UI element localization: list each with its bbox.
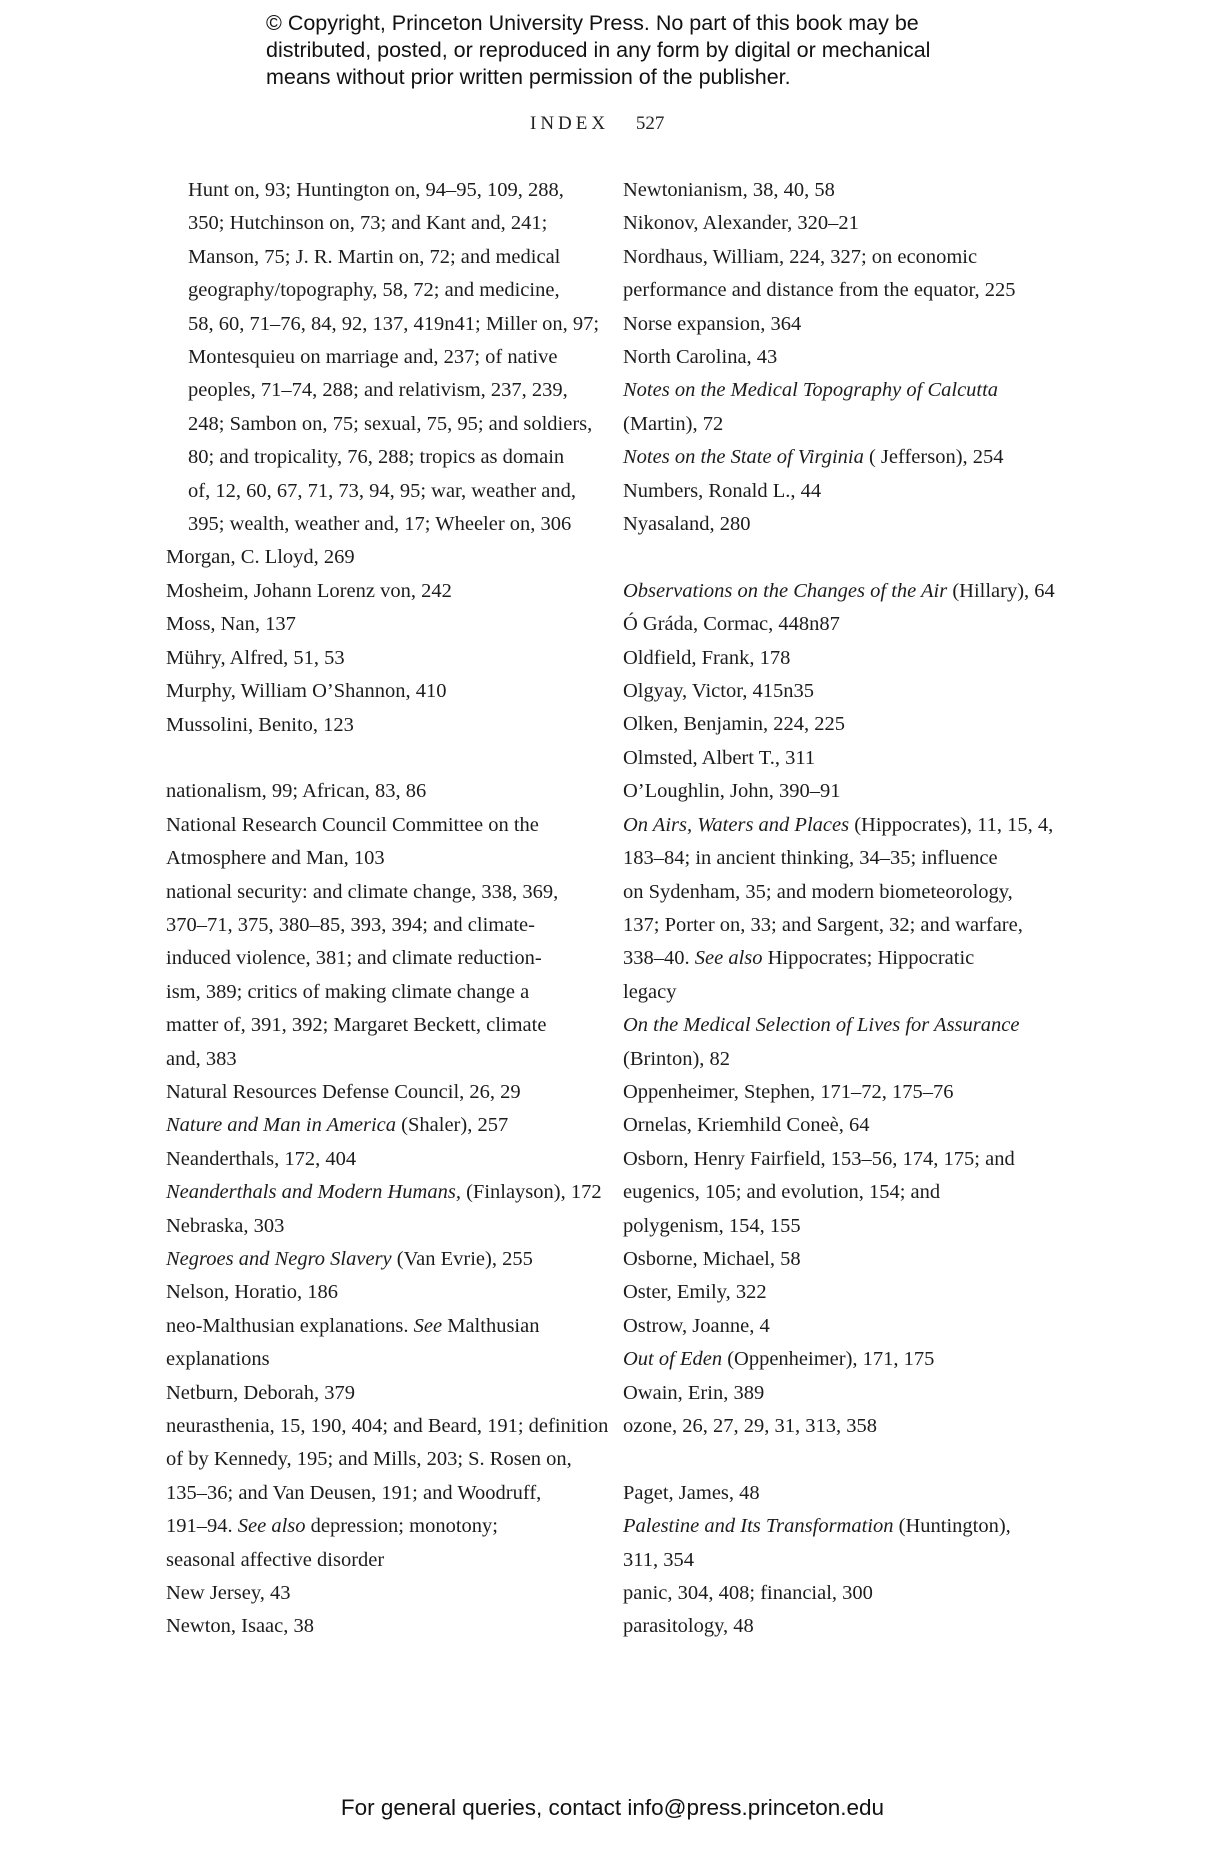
entry-text: 248; Sambon on, 75; sexual, 75, 95; and soldiers,: [188, 412, 593, 435]
index-entry-line: [166, 842, 586, 875]
copyright-notice: [266, 10, 1026, 91]
letter-group-gap: [623, 541, 1055, 574]
entry-text: 58, 60, 71–76, 84, 92, 137, 419n41; Miller on, 97;: [188, 312, 600, 335]
index-entry-line: [623, 1343, 1055, 1376]
index-entry: [623, 1109, 1055, 1142]
index-entry: [166, 1210, 586, 1243]
entry-text: Nordhaus, William, 224, 327; on economic: [623, 245, 978, 268]
index-entry: [623, 241, 1055, 308]
entry-text: Paget, James, 48: [623, 1481, 760, 1504]
entry-text: national security: and climate change, 338, 369,: [166, 880, 559, 903]
entry-text: (Finlayson), 172: [460, 1181, 602, 1204]
index-column-right: [623, 174, 1055, 1644]
entry-text: New Jersey, 43: [166, 1582, 291, 1605]
entry-text: of, 12, 60, 67, 71, 73, 94, 95; war, weather and,: [188, 479, 577, 502]
entry-text: on Sydenham, 35; and modern biometeorology,: [623, 880, 1013, 903]
index-entry-line: [166, 1510, 586, 1543]
index-entry-line: [166, 876, 586, 909]
index-entry: [623, 1477, 1055, 1510]
index-entry-line: [623, 675, 1055, 708]
index-entry: [623, 508, 1055, 541]
entry-text: Oppenheimer, Stephen, 171–72, 175–76: [623, 1080, 954, 1103]
entry-text: 338–40.: [623, 947, 695, 970]
index-entry: [166, 709, 586, 742]
italic-title-text: See also: [694, 947, 763, 970]
index-entry-line: [188, 441, 586, 474]
entry-text: Mühry, Alfred, 51, 53: [166, 646, 345, 669]
index-entry-line: [623, 1610, 1055, 1643]
entry-text: 395; wealth, weather and, 17; Wheeler on, 306: [188, 513, 572, 536]
entry-text: ( Jefferson), 254: [863, 446, 1004, 469]
index-entry-line: [188, 174, 586, 207]
index-entry-line: [623, 1143, 1055, 1176]
index-entry-line: [166, 1276, 586, 1309]
entry-text: depression; monotony;: [305, 1515, 498, 1538]
entry-text: Olken, Benjamin, 224, 225: [623, 713, 846, 736]
running-head: [530, 113, 664, 135]
italic-title-text: Neanderthals and Modern Humans,: [166, 1181, 461, 1204]
entry-text: Murphy, William O’Shannon, 410: [166, 680, 447, 703]
index-entry-line: [188, 508, 586, 541]
entry-text: 137; Porter on, 33; and Sargent, 32; and warfare,: [623, 913, 1023, 936]
index-entry: [623, 475, 1055, 508]
index-entry-line: [166, 809, 586, 842]
italic-title-text: See: [413, 1314, 443, 1337]
index-entry-line: [623, 742, 1055, 775]
index-entry-line: [188, 207, 586, 240]
entry-text: O’Loughlin, John, 390–91: [623, 780, 841, 803]
italic-title-text: Negroes and Negro Slavery: [166, 1247, 392, 1270]
index-entry: [623, 1410, 1055, 1443]
entry-text: 80; and tropicality, 76, 288; tropics as domain: [188, 446, 565, 469]
entry-text: (Brinton), 82: [623, 1047, 731, 1070]
index-entry-line: [623, 308, 1055, 341]
index-entry: [623, 1343, 1055, 1376]
entry-text: Moss, Nan, 137: [166, 613, 296, 636]
index-entry-line: [623, 341, 1055, 374]
entry-text: (Martin), 72: [623, 412, 724, 435]
index-entry-line: [166, 1443, 586, 1476]
entry-text: Mussolini, Benito, 123: [166, 713, 354, 736]
index-entry: [166, 1243, 586, 1276]
index-entry-line: [166, 1109, 586, 1142]
entry-text: Nyasaland, 280: [623, 513, 751, 536]
index-entry: [166, 876, 586, 1076]
index-entry: [166, 1109, 586, 1142]
entry-text: (Huntington),: [893, 1515, 1011, 1538]
index-entry-line: [623, 1410, 1055, 1443]
entry-text: and, 383: [166, 1047, 237, 1070]
index-entry-line: [166, 909, 586, 942]
entry-text: seasonal affective disorder: [166, 1548, 385, 1571]
entry-text: 183–84; in ancient thinking, 34–35; influence: [623, 847, 998, 870]
entry-text: National Research Council Committee on the: [166, 813, 539, 836]
entry-text: Manson, 75; J. R. Martin on, 72; and medical: [188, 245, 561, 268]
italic-title-text: See also: [237, 1515, 306, 1538]
index-entry-line: [166, 1210, 586, 1243]
index-entry: [623, 1577, 1055, 1610]
copyright-line: means without prior written permission of the publisher.: [266, 65, 791, 89]
entry-text: matter of, 391, 392; Margaret Beckett, climate: [166, 1014, 547, 1037]
index-entry: [623, 1076, 1055, 1109]
index-entry-line: [166, 1243, 586, 1276]
index-entry-line: [623, 642, 1055, 675]
index-entry-line: [166, 1076, 586, 1109]
index-entry: [166, 575, 586, 608]
index-entry: [166, 1276, 586, 1309]
index-entry: [623, 742, 1055, 775]
entry-text: ozone, 26, 27, 29, 31, 313, 358: [623, 1415, 877, 1438]
entry-text: 370–71, 375, 380–85, 393, 394; and climate-: [166, 913, 535, 936]
index-entry-line: [166, 1544, 586, 1577]
entry-text: Hunt on, 93; Huntington on, 94–95, 109, 288,: [188, 179, 564, 201]
index-entry-line: [166, 709, 586, 742]
copyright-line: © Copyright, Princeton University Press. No part of this book may be: [266, 11, 919, 35]
index-entry: [623, 1009, 1055, 1076]
index-entry: [623, 809, 1055, 1009]
index-entry: [166, 642, 586, 675]
index-entry: [623, 441, 1055, 474]
entry-text: (Hillary), 64: [947, 579, 1055, 602]
entry-text: Ostrow, Joanne, 4: [623, 1314, 770, 1337]
index-entry-line: [188, 241, 586, 274]
entry-text: neurasthenia, 15, 190, 404; and Beard, 191; definition: [166, 1415, 609, 1438]
entry-text: (Van Evrie), 255: [391, 1247, 533, 1270]
entry-text: Hippocrates; Hippocratic: [762, 947, 975, 970]
index-entry-line: [623, 241, 1055, 274]
letter-group-gap: [623, 1443, 1055, 1476]
index-entry: [623, 1310, 1055, 1343]
index-entry: [623, 1510, 1055, 1577]
index-entry-line: [166, 1143, 586, 1176]
entry-text: geography/topography, 58, 72; and medicine,: [188, 279, 560, 302]
italic-title-text: Observations on the Changes of the Air: [623, 579, 948, 602]
entry-text: Nikonov, Alexander, 320–21: [623, 212, 859, 235]
entry-text: Nebraska, 303: [166, 1214, 285, 1237]
page-number: 527: [635, 113, 665, 134]
index-entry-line: [623, 207, 1055, 240]
index-entry-line: [623, 909, 1055, 942]
entry-text: North Carolina, 43: [623, 346, 778, 369]
index-entry: [623, 575, 1055, 608]
index-entry-line: [623, 475, 1055, 508]
entry-text: Malthusian: [442, 1314, 540, 1337]
index-entry-line: [166, 675, 586, 708]
index-entry: [166, 809, 586, 876]
index-entry: [623, 1143, 1055, 1243]
index-entry-line: [623, 1243, 1055, 1276]
index-entry: [623, 775, 1055, 808]
index-entry-line: [623, 1544, 1055, 1577]
entry-text: Norse expansion, 364: [623, 312, 802, 335]
index-entry-line: [623, 1009, 1055, 1042]
index-entry: [623, 642, 1055, 675]
italic-title-text: Nature and Man in America: [166, 1114, 397, 1137]
index-entry-line: [188, 475, 586, 508]
entry-text: (Shaler), 257: [396, 1114, 509, 1137]
index-entry-line: [188, 374, 586, 407]
index-entry-line: [166, 1043, 586, 1076]
index-entry: [166, 675, 586, 708]
index-entry: [623, 708, 1055, 741]
entry-text: peoples, 71–74, 288; and relativism, 237, 239,: [188, 379, 568, 402]
index-entry: [166, 775, 586, 808]
entry-text: Oldfield, Frank, 178: [623, 646, 791, 669]
index-entry-line: [166, 1477, 586, 1510]
index-entry-line: [166, 575, 586, 608]
index-entry-line: [623, 842, 1055, 875]
letter-group-gap: [166, 742, 586, 775]
entry-text: Osborne, Michael, 58: [623, 1247, 801, 1270]
entry-text: of by Kennedy, 195; and Mills, 203; S. Rosen on,: [166, 1448, 572, 1471]
index-entry-line: [623, 408, 1055, 441]
italic-title-text: Notes on the Medical Topography of Calcutta: [623, 379, 999, 402]
entry-text: Osborn, Henry Fairfield, 153–56, 174, 175; and: [623, 1147, 1015, 1170]
index-entry-line: [188, 341, 586, 374]
entry-text: Owain, Erin, 389: [623, 1381, 765, 1404]
index-entry: [623, 1243, 1055, 1276]
index-entry: [166, 1577, 586, 1610]
index-entry-line: [623, 708, 1055, 741]
entry-text: Ornelas, Kriemhild Coneè, 64: [623, 1114, 870, 1137]
index-entry-line: [166, 1577, 586, 1610]
index-entry: [623, 1276, 1055, 1309]
index-entry: [623, 374, 1055, 441]
index-entry-line: [166, 1377, 586, 1410]
index-entry-line: [623, 1477, 1055, 1510]
index-entry-line: [623, 1109, 1055, 1142]
index-entry: [623, 207, 1055, 240]
index-entry: [623, 608, 1055, 641]
index-entry: [166, 608, 586, 641]
entry-text: polygenism, 154, 155: [623, 1214, 801, 1237]
index-entry-line: [166, 642, 586, 675]
index-entry-line: [623, 1210, 1055, 1243]
index-entry-line: [623, 1377, 1055, 1410]
entry-text: Olgyay, Victor, 415n35: [623, 680, 814, 703]
entry-text: 311, 354: [623, 1548, 694, 1571]
index-entry-line: [623, 1076, 1055, 1109]
index-entry: [166, 1176, 602, 1209]
entry-text: (Hippocrates), 11, 15, 4,: [849, 813, 1054, 836]
index-entry-line: [623, 174, 1055, 207]
entry-text: parasitology, 48: [623, 1615, 754, 1638]
entry-text: Natural Resources Defense Council, 26, 29: [166, 1080, 521, 1103]
index-entry-line: [623, 1176, 1055, 1209]
index-entry-line: [166, 1410, 609, 1443]
entry-text: Nelson, Horatio, 186: [166, 1281, 338, 1304]
entry-text: (Oppenheimer), 171, 175: [722, 1348, 935, 1371]
entry-text: Newtonianism, 38, 40, 58: [623, 179, 835, 201]
entry-text: Mosheim, Johann Lorenz von, 242: [166, 579, 452, 602]
footer-contact: For general queries, contact info@press.princeton.edu: [340, 1795, 885, 1820]
index-entry: [166, 1143, 586, 1176]
entry-text: explanations: [166, 1348, 270, 1371]
entry-text: 191–94.: [166, 1515, 238, 1538]
italic-title-text: Palestine and Its Transformation: [623, 1515, 894, 1538]
index-entry-line: [623, 976, 1055, 1009]
index-entry-line: [623, 374, 1055, 407]
index-entry-line: [166, 1176, 602, 1209]
entry-text: Oster, Emily, 322: [623, 1281, 767, 1304]
index-entry-line: [623, 508, 1055, 541]
entry-text: Atmosphere and Man, 103: [166, 847, 385, 870]
index-entry: [166, 1076, 586, 1109]
entry-text: Neanderthals, 172, 404: [166, 1147, 357, 1170]
copyright-line: distributed, posted, or reproduced in any form by digital or mechanical: [266, 38, 931, 62]
italic-title-text: On Airs, Waters and Places: [623, 813, 850, 836]
index-entry-line: [188, 408, 593, 441]
entry-text: 350; Hutchinson on, 73; and Kant and, 241;: [188, 212, 548, 235]
index-entry-line: [623, 775, 1055, 808]
index-entry: [166, 1310, 586, 1377]
index-entry: [623, 174, 1055, 207]
index-entry-line: [166, 541, 586, 574]
entry-text: legacy: [623, 980, 677, 1003]
index-entry-line: [623, 608, 1055, 641]
index-entry-line: [623, 575, 1055, 608]
index-entry-line: [166, 1009, 586, 1042]
index-entry: [623, 675, 1055, 708]
entry-text: Newton, Isaac, 38: [166, 1615, 315, 1638]
italic-title-text: Notes on the State of Virginia: [623, 446, 864, 469]
entry-text: nationalism, 99; African, 83, 86: [166, 780, 427, 803]
index-entry-line: [623, 1510, 1055, 1543]
index-entry: [623, 308, 1055, 341]
entry-text: Morgan, C. Lloyd, 269: [166, 546, 355, 569]
entry-text: Montesquieu on marriage and, 237; of native: [188, 346, 558, 369]
entry-text: Netburn, Deborah, 379: [166, 1381, 356, 1404]
index-entry-line: [623, 441, 1055, 474]
index-entry-line: [166, 942, 586, 975]
index-entry-continued: [166, 174, 600, 541]
entry-text: induced violence, 381; and climate reduction-: [166, 947, 542, 970]
index-entry: [623, 1377, 1055, 1410]
index-entry-line: [166, 1343, 586, 1376]
entry-text: Numbers, Ronald L., 44: [623, 479, 822, 502]
index-entry-line: [623, 876, 1055, 909]
index-entry-line: [166, 608, 586, 641]
index-entry: [623, 341, 1055, 374]
index-entry: [166, 1610, 586, 1643]
index-entry-line: [623, 274, 1055, 307]
index-entry-line: [623, 1310, 1055, 1343]
index-entry-line: [623, 1577, 1055, 1610]
entry-text: performance and distance from the equator, 225: [623, 279, 1016, 302]
index-entry-line: [166, 1310, 586, 1343]
index-entry: [623, 1610, 1055, 1643]
index-entry-line: [623, 1276, 1055, 1309]
index-entry-line: [188, 308, 600, 341]
index-entry-line: [623, 1043, 1055, 1076]
running-head-label: INDEX: [530, 113, 610, 134]
index-entry-line: [623, 809, 1055, 842]
index-entry-line: [166, 976, 586, 1009]
italic-title-text: On the Medical Selection of Lives for Assurance: [623, 1014, 1020, 1037]
index-entry-line: [166, 1610, 586, 1643]
entry-text: 135–36; and Van Deusen, 191; and Woodruff,: [166, 1481, 542, 1504]
entry-text: panic, 304, 408; financial, 300: [623, 1582, 873, 1605]
index-column-left: [166, 174, 609, 1644]
entry-text: Ó Gráda, Cormac, 448n87: [623, 613, 840, 636]
italic-title-text: Out of Eden: [623, 1348, 723, 1371]
entry-text: ism, 389; critics of making climate change a: [166, 980, 530, 1003]
index-entry: [166, 541, 586, 574]
index-entry-line: [623, 942, 1055, 975]
entry-text: neo-Malthusian explanations.: [166, 1314, 414, 1337]
index-entry: [166, 1377, 586, 1410]
index-entry: [166, 1410, 609, 1577]
index-entry-line: [188, 274, 586, 307]
entry-text: Olmsted, Albert T., 311: [623, 746, 816, 769]
index-entry-line: [166, 775, 586, 808]
entry-text: eugenics, 105; and evolution, 154; and: [623, 1181, 941, 1204]
